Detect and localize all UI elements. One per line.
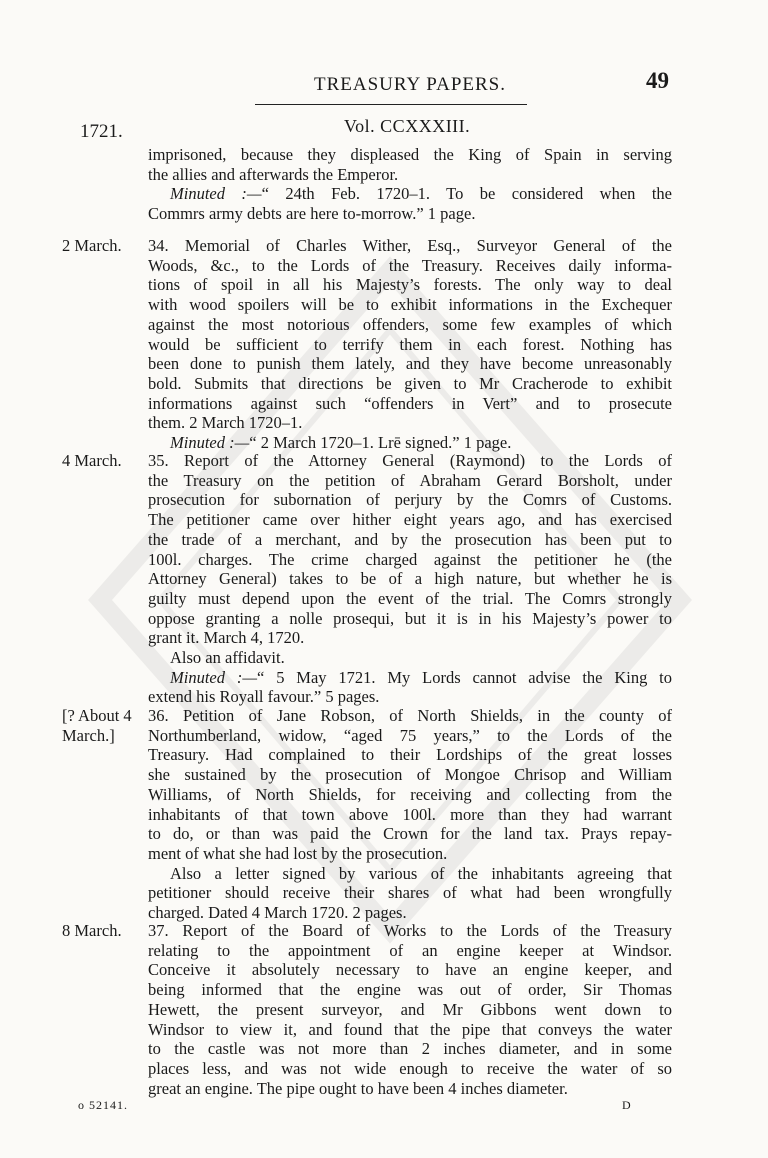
line-text: informations against such “offenders in Vert” and to prosecute	[148, 393, 672, 413]
line-text: the Treasury on the petition of Abraham Gerard Borsholt, under	[148, 470, 672, 490]
text-line	[148, 315, 672, 335]
line-text: Attorney General) takes to be of a high nature, but whether he is	[148, 569, 672, 589]
minuted-label: Minuted :—	[170, 433, 250, 453]
entry-body	[148, 921, 672, 1098]
text-line	[148, 451, 672, 471]
minuted-label: Minuted :—	[170, 184, 262, 204]
text-line	[148, 726, 672, 746]
line-text: relating to the appointment of an engine keeper at Windsor.	[148, 940, 672, 960]
signature-letter: D	[622, 1098, 631, 1112]
text-line	[148, 785, 672, 805]
line-text: she sustained by the prosecution of Mongoe Chrisop and William	[148, 765, 672, 785]
text-line	[148, 1000, 672, 1020]
text-line	[148, 706, 672, 726]
text-line	[148, 510, 672, 530]
text-line	[148, 550, 672, 570]
line-text: been done to punish them lately, and they have become unreasonably	[148, 354, 672, 374]
line-text: “ 2 March 1720–1. Lrē signed.” 1 page.	[249, 433, 512, 453]
entry-body	[148, 145, 672, 224]
line-text: to the castle was not more than 2 inches diameter, and in some	[148, 1039, 672, 1059]
line-text: The petitioner came over hither eight years ago, and has exercised	[148, 510, 672, 530]
line-text: “ 5 May 1721. My Lords cannot advise the King to	[257, 667, 673, 687]
line-text: petitioner should receive their shares of what had been wrongfully	[148, 883, 672, 903]
year-label: 1721.	[80, 121, 123, 142]
entry-body	[148, 706, 672, 923]
text-line	[148, 864, 672, 884]
text-line	[148, 1039, 672, 1059]
text-line	[148, 824, 672, 844]
text-line	[148, 844, 672, 864]
text-line	[148, 490, 672, 510]
line-text: Williams, of North Shields, for receiving and collecting from the	[148, 784, 672, 804]
text-line	[148, 687, 672, 707]
line-text: tions of spoil in all his Majesty’s forests. The only way to deal	[148, 275, 672, 295]
line-text: places less, and was not wide enough to receive the water of so	[148, 1058, 672, 1078]
line-text: prosecution for subornation of perjury by the Comrs of Customs.	[148, 490, 672, 510]
text-line	[148, 236, 672, 256]
entry-date: 2 March.	[62, 236, 122, 255]
text-line	[148, 1020, 672, 1040]
running-title: TREASURY PAPERS.	[314, 74, 506, 95]
text-line	[148, 184, 672, 204]
line-text: imprisoned, because they displeased the King of Spain in serving	[148, 145, 672, 164]
entry-body	[148, 236, 672, 453]
text-line	[148, 883, 672, 903]
line-text: grant it. March 4, 1720.	[148, 628, 305, 648]
text-line	[148, 569, 672, 589]
text-line	[148, 668, 672, 688]
text-line	[148, 628, 672, 648]
line-text: inhabitants of that town above 100l. more than they had warrant	[148, 804, 672, 824]
line-text: with wood spoilers will be to exhibit informations in the Exchequer	[148, 295, 672, 315]
line-text: Commrs army debts are here to-morrow.” 1 page.	[148, 204, 476, 224]
line-text: would be sufficient to terrify them in each forest. Nothing has	[148, 334, 672, 354]
line-text: against the most notorious offenders, some few examples of which	[148, 314, 672, 334]
line-text: Northumberland, widow, “aged 75 years,” to the Lords of the	[148, 725, 672, 745]
page-number: 49	[646, 68, 669, 93]
line-text: guilty must depend upon the event of the trial. The Comrs strongly	[148, 588, 672, 608]
text-line	[148, 765, 672, 785]
text-line	[148, 980, 672, 1000]
line-text: Also a letter signed by various of the inhabitants agreeing that	[170, 863, 672, 883]
text-line	[148, 1079, 672, 1099]
line-text: oppose granting a nolle prosequi, but it is in his Majesty’s power to	[148, 608, 672, 628]
line-text: the allies and afterwards the Emperor.	[148, 164, 399, 184]
text-line	[148, 295, 672, 315]
line-text: 34. Memorial of Charles Wither, Esq., Surveyor General of the	[148, 236, 672, 255]
text-line	[148, 374, 672, 394]
line-text: great an engine. The pipe ought to have been 4 inches diameter.	[148, 1078, 568, 1098]
line-text: Conceive it absolutely necessary to have an engine keeper, and	[148, 960, 672, 980]
text-line	[148, 354, 672, 374]
line-text: them. 2 March 1720–1.	[148, 413, 303, 433]
entry-body	[148, 451, 672, 707]
text-line	[148, 745, 672, 765]
text-line	[148, 530, 672, 550]
text-line	[148, 589, 672, 609]
text-line	[148, 921, 672, 941]
line-text: 35. Report of the Attorney General (Raymond) to the Lords of	[148, 451, 672, 470]
text-line	[148, 145, 672, 165]
line-text: Windsor to view it, and found that the pipe that conveys the water	[148, 1019, 672, 1039]
text-line	[148, 471, 672, 491]
line-text: Also an affidavit.	[170, 648, 285, 668]
text-line	[148, 165, 672, 185]
text-line	[148, 1059, 672, 1079]
line-text: being informed that the engine was out of order, Sir Thomas	[148, 980, 672, 1000]
entry-date: 8 March.	[62, 921, 122, 940]
line-text: bold. Submits that directions be given to Mr Cracherode to exhibit	[148, 373, 672, 393]
text-line	[148, 648, 672, 668]
text-line	[148, 805, 672, 825]
line-text: 37. Report of the Board of Works to the Lords of the Treasury	[148, 921, 672, 940]
text-line	[148, 433, 672, 453]
signature-mark: o 52141.	[78, 1098, 128, 1112]
text-line	[148, 609, 672, 629]
text-line	[148, 204, 672, 224]
line-text: Treasury. Had complained to their Lordships of the great losses	[148, 745, 672, 765]
line-text: charged. Dated 4 March 1720. 2 pages.	[148, 903, 407, 923]
line-text: 100l. charges. The crime charged against the petitioner he (the	[148, 549, 672, 569]
entry-date: 4 March.	[62, 451, 122, 470]
line-text: extend his Royall favour.” 5 pages.	[148, 687, 380, 707]
line-text: “ 24th Feb. 1720–1. To be considered when the	[261, 184, 673, 204]
line-text: to do, or than was paid the Crown for the land tax. Prays repay-	[148, 824, 672, 844]
entry-date: [? About 4 March.]	[62, 706, 132, 745]
volume-label: Vol. CCXXXIII.	[344, 116, 471, 136]
text-line	[148, 413, 672, 433]
line-text: Hewett, the present surveyor, and Mr Gibbons went down to	[148, 999, 672, 1019]
text-line	[148, 256, 672, 276]
text-line	[148, 394, 672, 414]
page-header	[0, 64, 768, 104]
text-line	[148, 903, 672, 923]
line-text: ment of what she had lost by the prosecution.	[148, 843, 448, 863]
header-rule	[255, 104, 527, 105]
line-text: Woods, &c., to the Lords of the Treasury. Receives daily informa-	[148, 255, 672, 275]
minuted-label: Minuted :—	[170, 667, 258, 687]
text-line	[148, 275, 672, 295]
text-line	[148, 335, 672, 355]
line-text: 36. Petition of Jane Robson, of North Shields, in the county of	[148, 706, 672, 725]
text-line	[148, 941, 672, 961]
line-text: the trade of a merchant, and by the prosecution has been put to	[148, 529, 672, 549]
text-line	[148, 960, 672, 980]
